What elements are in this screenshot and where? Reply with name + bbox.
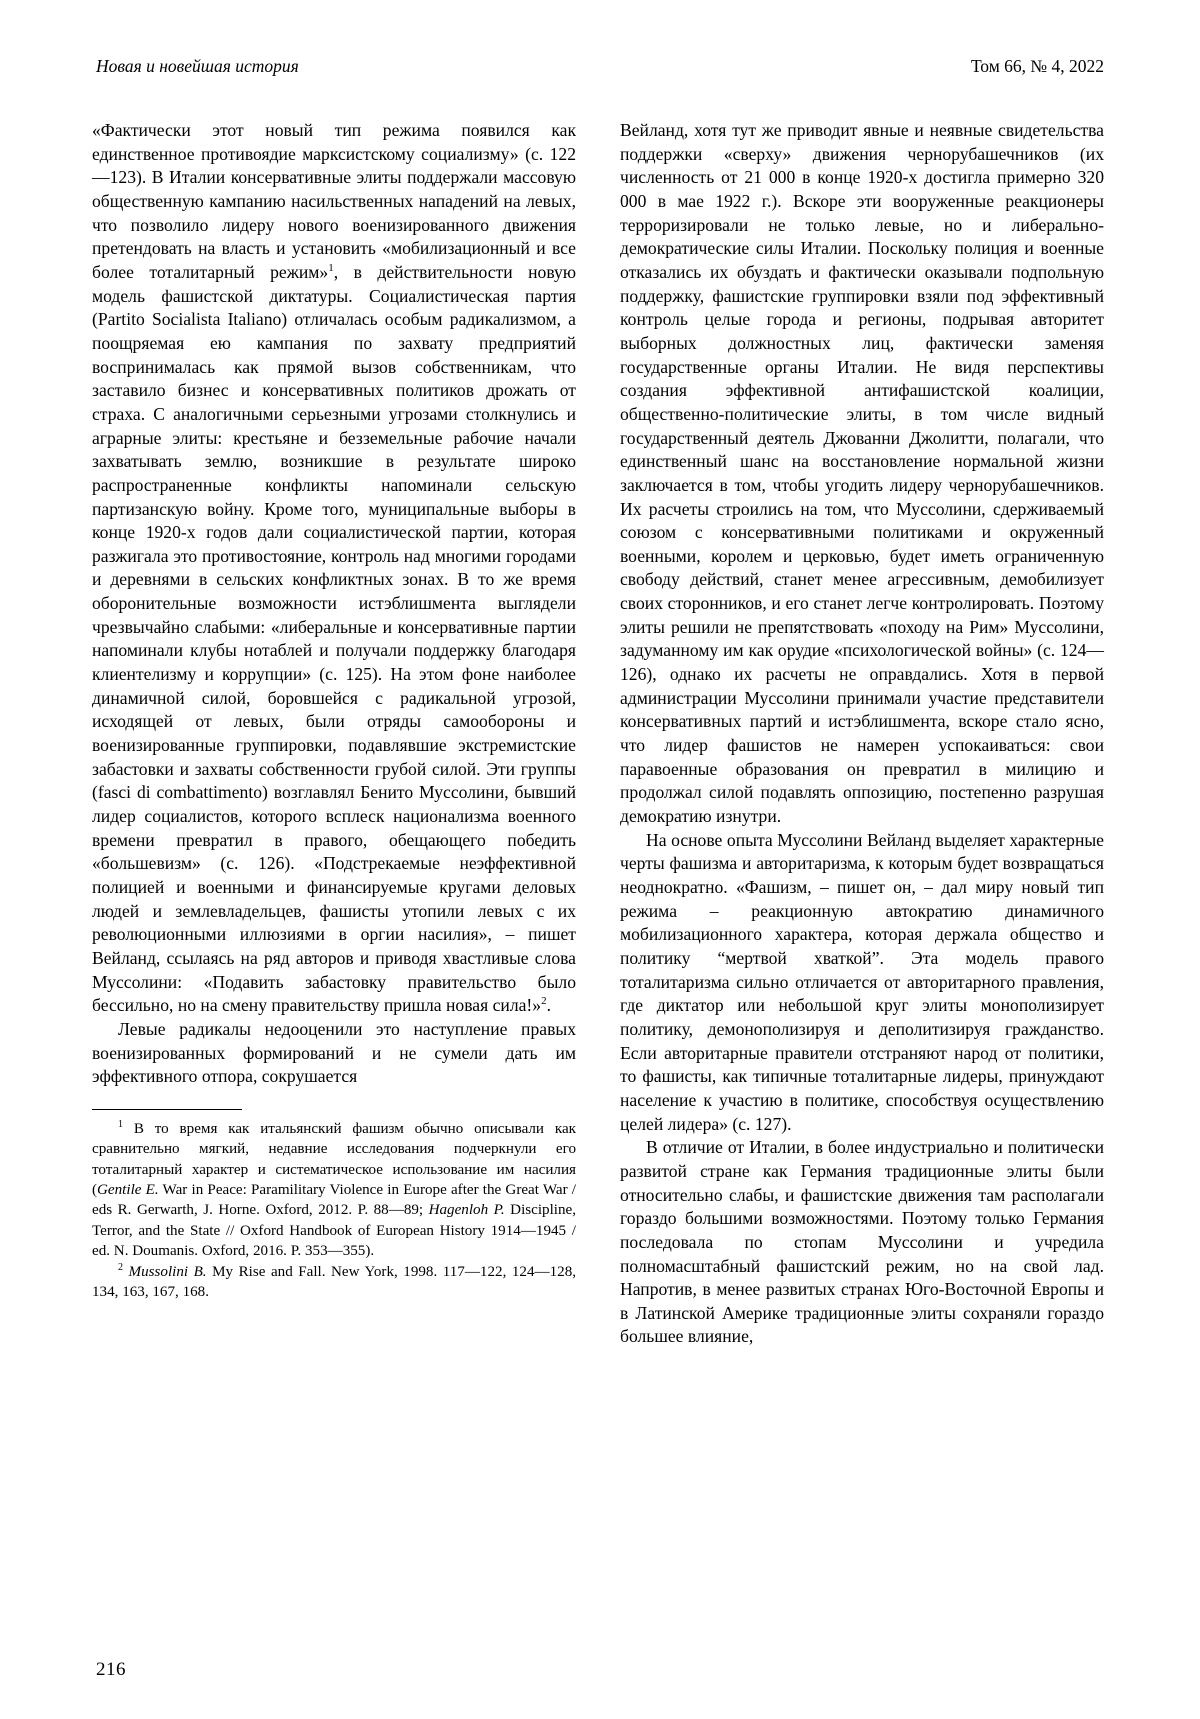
two-column-layout [92, 119, 1108, 1349]
paragraph-left-2: Левые радикалы недооценили это наступление правых военизированных формирований и не сумели дать им эффективного отпора, сокрушается [92, 1018, 576, 1087]
running-head [92, 56, 1108, 77]
footnote-separator [92, 1109, 242, 1110]
page-number: 216 [96, 1659, 126, 1680]
footnote-1-author-2: Hagenloh P. [428, 1202, 505, 1219]
footnote-2 [92, 1262, 576, 1303]
paragraph-right-3: В отличие от Италии, в более индустриально и политически развитой стране как Германия традиционные элиты были относительно слабы, и фашистские движения там располагали гораздо большими возможностями. Поэтому только Германия последовала по стопам Муссолини и учредила полномасштабный фашистский режим, но на свой лад. Напротив, в менее развитых странах Юго-Восточной Европы и в Латинской Америке традиционные элиты сохраняли гораздо большее влияние, [620, 1137, 1104, 1347]
footnote-1-number: 1 [118, 1118, 123, 1130]
issue-info: Том 66, № 4, 2022 [970, 56, 1104, 76]
footnote-ref-1: 1 [328, 262, 334, 275]
right-column [620, 119, 1104, 1349]
footnote-2-number: 2 [118, 1261, 123, 1273]
footnote-2-text: My Rise and Fall. New York, 1998. 117—122, 124—128, 134, 163, 167, 168. [92, 1263, 577, 1300]
paragraph-right-2: На основе опыта Муссолини Вейланд выделяет характерные черты фашизма и авторитаризма, к которым будет возвращаться неоднократно. «Фашизм, – пишет он, – дал миру новый тип режима – реакционную автократию динамичного мобилизационного характера, которая держала общество и политику “мертвой хваткой”. Эта модель правого тоталитаризма сильно отличается от авторитарного правления, где диктатор или небольшой круг элиты монополизирует политику, демонополизируя и деполитизируя гражданство. Если авторитарные правители отстраняют народ от политики, то фашисты, как типичные тоталитарные лидеры, принуждают население к участию в политике, способствуя осуществлению целей лидера» (с. 127). [620, 829, 1104, 1134]
paragraph-left-1-end: . [546, 995, 551, 1016]
footnote-1-text-mid: War in Peace: Paramilitary Violence in Europe after the Great War / eds R. Gerwarth, J. Horne. Oxford, 2012. P. 88—89; [92, 1182, 576, 1219]
paragraph-left-1-text: «Фактически этот новый тип режима появился как единственное противоядие марксистскому социализму» (с. 122—123). В Италии консервативные элиты поддержали массовую общественную кампанию насильственных нападений на левых, что позволило лидеру нового военизированного движения претендовать на власть и установить «мобилизационный и все более тоталитарный режим» [92, 120, 576, 282]
left-column [92, 119, 576, 1302]
footnote-1-text-before: В то время как итальянский фашизм обычно описывали как сравнительно мягкий, недавние исследования подчеркнули его тоталитарный характер и систематическое использование им насилия ( [92, 1120, 576, 1199]
journal-title: Новая и новейшая история [96, 56, 299, 76]
footnote-1-text-end: Discipline, Terror, and the State // Oxford Handbook of European History 1914—1945 / ed. N. Doumanis. Oxford, 2016. P. 353—355). [92, 1202, 576, 1260]
footnote-ref-2: 2 [541, 995, 547, 1008]
footnote-2-author: Mussolini B. [128, 1263, 207, 1280]
footnote-1 [92, 1119, 576, 1262]
paragraph-left-1 [92, 119, 576, 1018]
footnote-1-author-1: Gentile E. [97, 1182, 159, 1199]
paragraph-left-1-continued: , в действительности новую модель фашистской диктатуры. Социалистическая партия (Partito Socialista Italiano) отличалась особым радикализмом, а поощряемая ею кампания по захвату предприятий воспринималась как прямой вызов собственникам, что заставило бизнес и консервативных политиков дрожать от страха. С аналогичными серьезными угрозами столкнулись и аграрные элиты: крестьяне и безземельные рабочие начали захватывать землю, возникшие в результате широко распространенные конфликты напоминали сельскую партизанскую войну. Кроме того, муниципальные выборы в конце 1920-х годов дали социалистической партии, которая разжигала это противостояние, контроль над многими городами и деревнями в сельских конфликтных зонах. В то же время оборонительные возможности истэблишмента выглядели чрезвычайно слабыми: «либеральные и консервативные партии напоминали клубы нотаблей и получали поддержку благодаря клиентелизму и коррупции» (с. 125). На этом фоне наиболее динамичной силой, боровшейся с радикальной угрозой, исходящей от левых, были отряды самообороны и военизированные группировки, подавлявшие экстремистские забастовки и захваты собственности грубой силой. Эти группы (fasci di combattimento) возглавлял Бенито Муссолини, бывший лидер социалистов, которого всплеск национализма военного времени превратил в правого, обещающего победить «большевизм» (с. 126). «Подстрекаемые неэффективной полицией и военными и финансируемые кругами деловых людей и землевладельцев, фашисты утопили левых с их революционными иллюзиями в оргии насилия», – пишет Вейланд, ссылаясь на ряд авторов и приводя хвастливые слова Муссолини: «Подавить забастовку правительство было бессильно, но на смену правительству пришла новая сила!» [92, 261, 576, 1016]
paragraph-right-1: Вейланд, хотя тут же приводит явные и неявные свидетельства поддержки «сверху» движения чернорубашечников (их численность от 21 000 в конце 1920-х достигла примерно 320 000 в мае 1922 г.). Вскоре эти вооруженные реакционеры терроризировали не только левые, но и либерально-демократические силы Италии. Поскольку полиция и военные отказались их обуздать и фактически оказывали подпольную поддержку, фашистские группировки взяли под эффективный контроль целые города и регионы, подрывая авторитет выборных должностных лиц, фактически заменяя государственные органы Италии. Не видя перспективы создания эффективной антифашистской коалиции, общественно-политические элиты, в том числе видный государственный деятель Джованни Джолитти, полагали, что единственный шанс на восстановление нормальной жизни заключается в том, чтобы угодить лидеру чернорубашечников. Их расчеты строились на том, что Муссолини, сдерживаемый союзом с консервативными политиками и окруженный военными, королем и церковью, будет иметь ограниченную свободу действий, станет менее агрессивным, демобилизует своих сторонников, и его станет легче контролировать. Поэтому элиты решили не препятствовать «походу на Рим» Муссолини, задуманному им как орудие «психологической войны» (с. 124—126), однако их расчеты не оправдались. Хотя в первой администрации Муссолини принимали участие представители консервативных партий и истэблишмента, вскоре стало ясно, что лидер фашистов не намерен успокаиваться: свои паравоенные образования он превратил в милицию и продолжал силой подавлять оппозицию, постепенно разрушая демократию изнутри. [620, 120, 1104, 827]
